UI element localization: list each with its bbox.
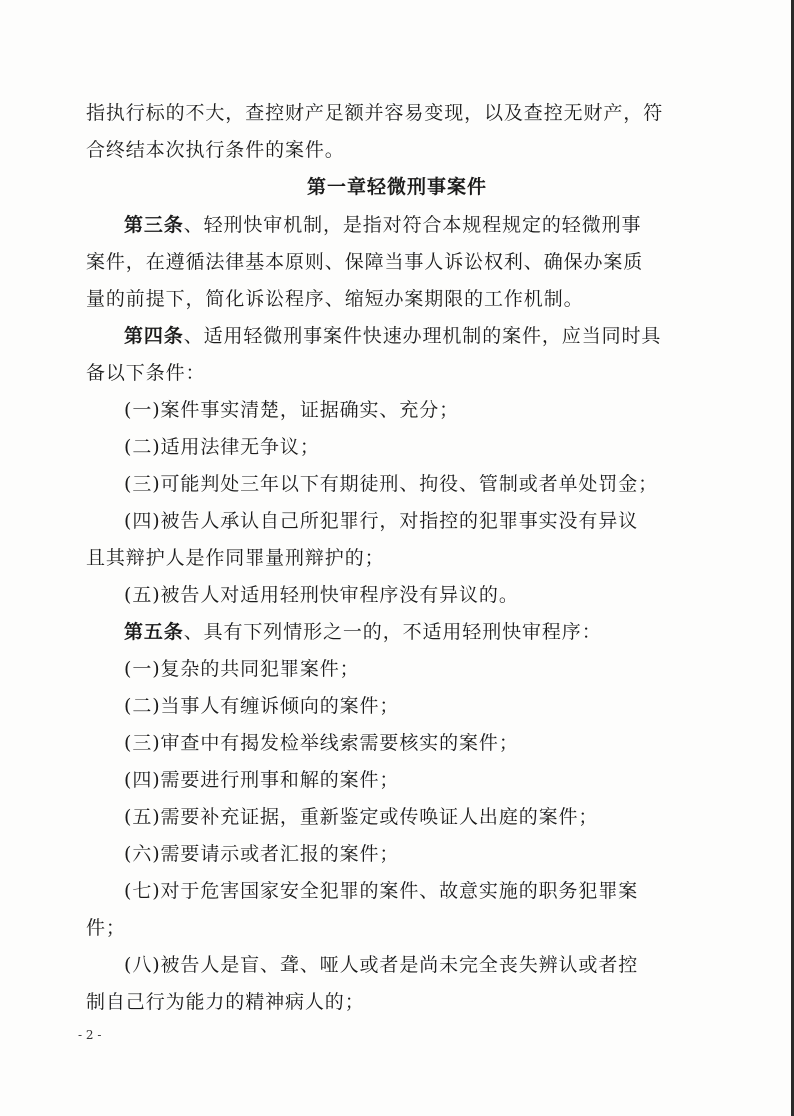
text-line: 量的前提下，简化诉讼程序、缩短办案期限的工作机制。 bbox=[86, 288, 584, 310]
list-item: (二)当事人有缠诉倾向的案件； bbox=[124, 695, 400, 717]
list-item: (一)复杂的共同犯罪案件； bbox=[124, 658, 360, 680]
text-line: 备以下条件： bbox=[86, 362, 206, 384]
article-5-text: 、具有下列情形之一的，不适用轻刑快审程序： bbox=[183, 621, 602, 643]
article-5-title: 第五条 bbox=[124, 621, 184, 643]
list-item: (二)适用法律无争议； bbox=[124, 436, 320, 458]
chapter-title: 第一章轻微刑事案件 bbox=[306, 176, 487, 198]
article-3-text: 、轻刑快审机制，是指对符合本规程规定的轻微刑事 bbox=[183, 214, 642, 236]
article-5-first-line bbox=[124, 620, 794, 644]
list-item-continuation: 且其辩护人是作同罪量刑辩护的； bbox=[86, 547, 385, 569]
list-item: (一)案件事实清楚，证据确实、充分； bbox=[124, 399, 460, 421]
list-item: (五)需要补充证据，重新鉴定或传唤证人出庭的案件； bbox=[124, 806, 599, 828]
list-item: (四)被告人承认自己所犯罪行，对指控的犯罪事实没有异议 bbox=[124, 510, 639, 532]
text-line: 案件，在遵循法律基本原则、保障当事人诉讼权利、确保办案质 bbox=[86, 251, 644, 273]
article-4-first-line bbox=[124, 324, 794, 348]
list-item-continuation: 件； bbox=[86, 917, 126, 939]
list-item: (七)对于危害国家安全犯罪的案件、故意实施的职务犯罪案 bbox=[124, 880, 639, 902]
list-item: (八)被告人是盲、聋、哑人或者是尚未完全丧失辨认或者控 bbox=[124, 954, 639, 976]
article-4-text: 、适用轻微刑事案件快速办理机制的案件，应当同时具 bbox=[183, 325, 662, 347]
article-4-title: 第四条 bbox=[124, 325, 184, 347]
page-number: - 2 - bbox=[78, 1028, 102, 1042]
list-item: (三)可能判处三年以下有期徒刑、拘役、管制或者单处罚金； bbox=[124, 473, 659, 495]
list-item: (四)需要进行刑事和解的案件； bbox=[124, 769, 400, 791]
list-item: (三)审查中有揭发检举线索需要核实的案件； bbox=[124, 732, 519, 754]
text-line: 合终结本次执行条件的案件。 bbox=[86, 139, 345, 161]
text-line: 指执行标的不大，查控财产足额并容易变现，以及查控无财产，符 bbox=[86, 102, 664, 124]
article-3-first-line bbox=[124, 213, 794, 237]
list-item-continuation: 制自己行为能力的精神病人的； bbox=[86, 991, 365, 1013]
article-3-title: 第三条 bbox=[124, 214, 184, 236]
list-item: (五)被告人对适用轻刑快审程序没有异议的。 bbox=[124, 584, 519, 606]
list-item: (六)需要请示或者汇报的案件； bbox=[124, 843, 400, 865]
